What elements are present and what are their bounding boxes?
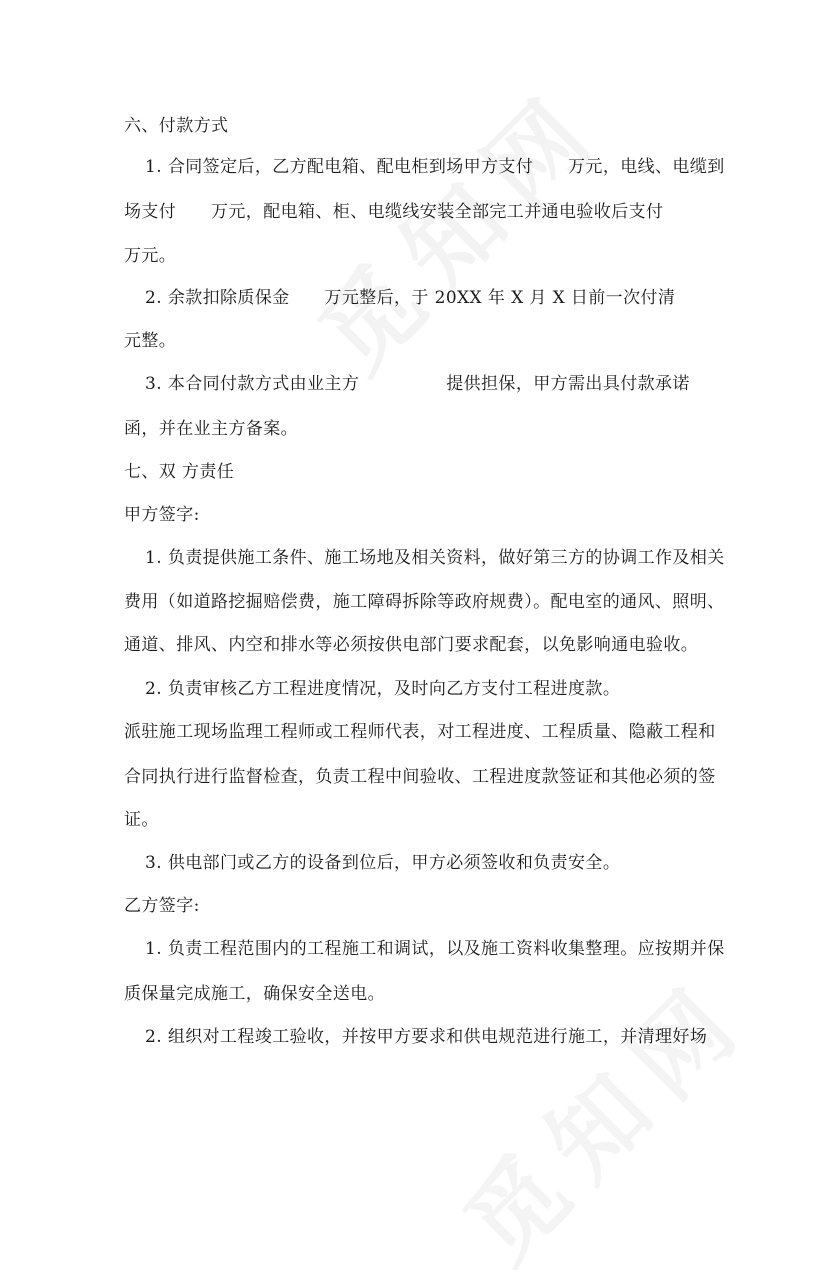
paragraph-line: 证。	[124, 810, 159, 830]
watermark	[285, 54, 628, 397]
paragraph-line: 万元。	[124, 246, 177, 266]
paragraph-line: 2. 负责审核乙方工程进度情况，及时向乙方支付工程进度款。	[145, 679, 621, 699]
section-heading-payment: 六、付款方式	[124, 116, 229, 136]
paragraph-line: 费用（如道路挖掘赔偿费，施工障碍拆除等政府规费）。配电室的通风、照明、	[124, 592, 725, 612]
party-b-signature-label: 乙方签字:	[124, 896, 200, 916]
paragraph-line: 1. 合同签定后，乙方配电箱、配电柜到场甲方支付 万元，电线、电缆到	[145, 157, 725, 177]
paragraph-line: 1. 负责提供施工条件、施工场地及相关资料，做好第三方的协调工作及相关	[145, 548, 725, 568]
paragraph-line: 派驻施工现场监理工程师或工程师代表，对工程进度、工程质量、隐蔽工程和	[124, 722, 716, 742]
paragraph-line: 质保量完成施工，确保安全送电。	[124, 984, 385, 1004]
paragraph-line: 1. 负责工程范围内的工程施工和调试，以及施工资料收集整理。应按期并保	[145, 939, 725, 959]
party-a-signature-label: 甲方签字:	[124, 505, 200, 525]
paragraph-line: 元整。	[124, 331, 177, 351]
paragraph-line: 场支付 万元，配电箱、柜、电缆线安装全部完工并通电验收后支付	[124, 202, 664, 222]
paragraph-line: 通道、排风、内空和排水等必须按供电部门要求配套，以免影响通电验收。	[124, 635, 699, 655]
paragraph-line: 函，并在业主方备案。	[124, 419, 298, 439]
paragraph-line: 3. 供电部门或乙方的设备到位后，甲方必须签收和负责安全。	[145, 853, 621, 873]
paragraph-line: 2. 组织对工程竣工验收，并按甲方要求和供电规范进行施工，并清理好场	[145, 1027, 708, 1047]
paragraph-line: 3. 本合同付款方式由业主方 提供担保，甲方需出具付款承诺	[145, 374, 690, 394]
paragraph-line: 2. 余款扣除质保金 万元整后，于 20XX 年 X 月 X 日前一次付清	[145, 288, 676, 308]
watermark-bottom	[430, 944, 773, 1287]
paragraph-line: 合同执行进行监督检查，负责工程中间验收、工程进度款签证和其他必须的签	[124, 767, 716, 787]
section-heading-responsibilities: 七、双 方责任	[124, 462, 235, 482]
